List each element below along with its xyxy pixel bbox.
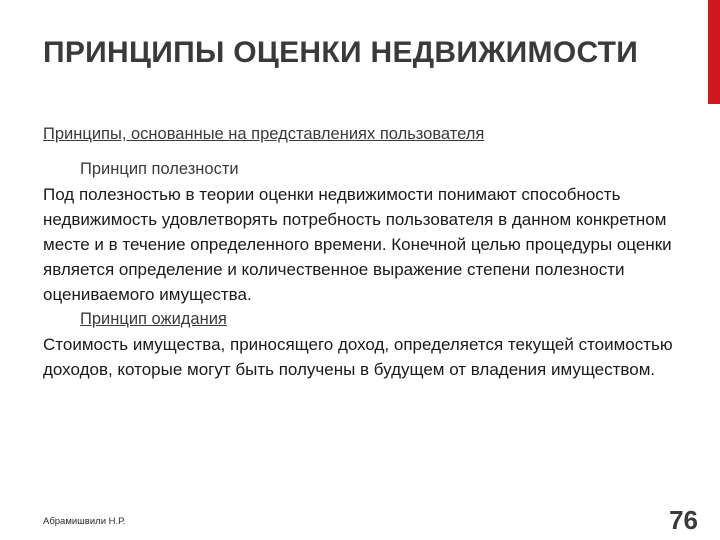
slide-title: ПРИНЦИПЫ ОЦЕНКИ НЕДВИЖИМОСТИ (43, 36, 639, 69)
principle-expectation-text: Стоимость имущества, приносящего доход, определяется текущей стоимостью доходов, которые могут быть получены в будущем от владения имуществом. (43, 335, 673, 379)
page-number: 76 (669, 505, 698, 535)
accent-bar (708, 0, 720, 104)
footer-author: Абрамишвили Н.Р. (43, 516, 126, 527)
principle-expectation-heading: Принцип ожидания (80, 310, 227, 328)
principle-utility-heading: Принцип полезности (80, 160, 239, 178)
principle-utility-text: Под полезностью в теории оценки недвижимости понимают способность недвижимость удовлетворять потребность пользователя в данном конкретном месте и в течение определенного времени. Конечной целью процедуры оценки является определение и количественное выражение степени полезности оцениваемого имущества. (43, 185, 672, 304)
slide-content (43, 122, 673, 382)
section-heading: Принципы, основанные на представлениях пользователя (43, 125, 485, 143)
